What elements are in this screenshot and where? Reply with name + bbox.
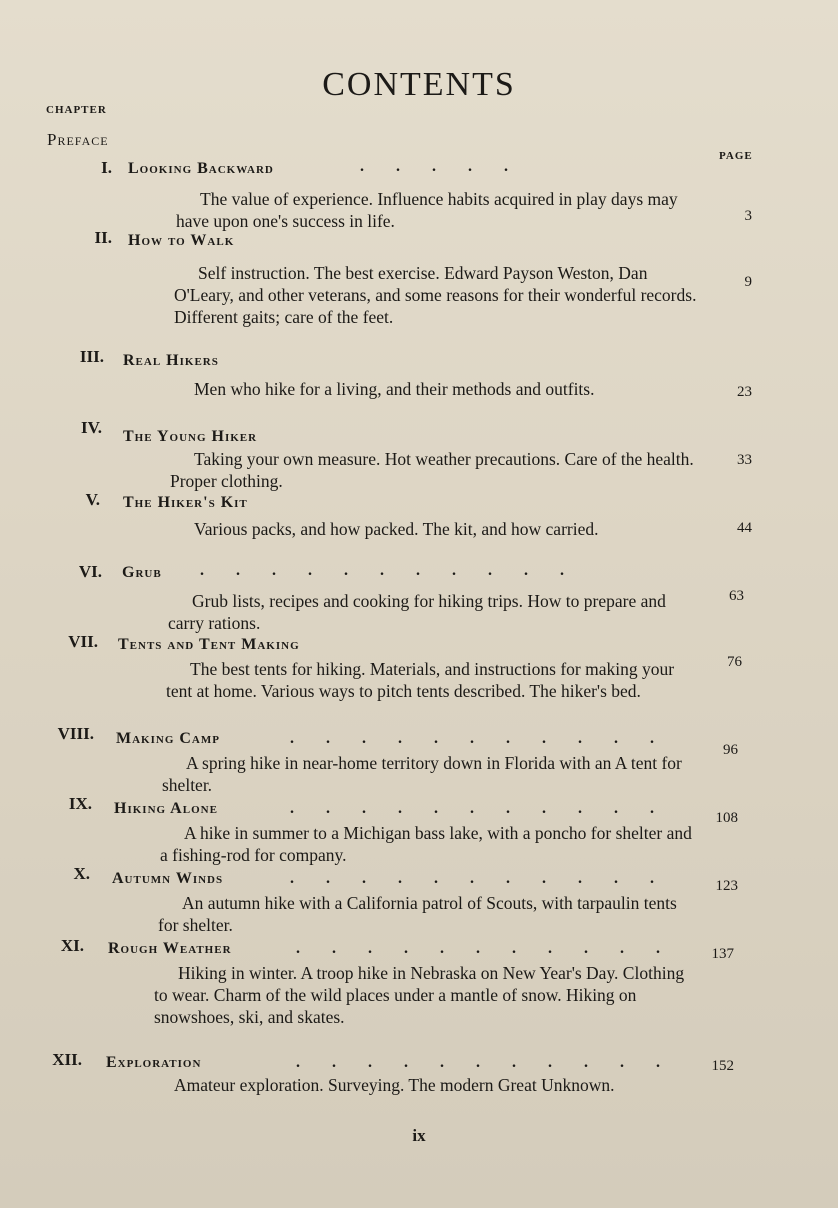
chapter-page-number: 108 [715, 810, 738, 826]
chapter-description: Self instruction. The best exercise. Edward Payson Weston, Dan O'Leary, and other veterans, and some reasons for their wonderful records. Different gaits; care of the feet. [174, 263, 697, 327]
chapter-title: Grub [122, 564, 162, 581]
chapter-numeral: IV. [81, 418, 102, 437]
chapter-description: Various packs, and how packed. The kit, and how carried. [194, 519, 599, 539]
chapter-page-number: 33 [737, 452, 752, 468]
dot-leader: . . . . . . . . . . . [290, 870, 668, 887]
chapter-numeral: II. [94, 228, 112, 247]
chapter-numeral: VIII. [57, 724, 94, 743]
chapter-description: Grub lists, recipes and cooking for hiking trips. How to prepare and carry rations. [168, 591, 666, 633]
chapter-page-number: 152 [711, 1058, 734, 1074]
chapter-description: A hike in summer to a Michigan bass lake, with a poncho for shelter and a fishing-rod for company. [160, 823, 692, 865]
chapter-page-number: 123 [715, 878, 738, 894]
chapter-numeral: IX. [68, 794, 92, 813]
chapter-column-label: CHAPTER [46, 104, 107, 116]
chapter-page-number: 9 [744, 274, 752, 290]
chapter-numeral: V. [85, 490, 100, 509]
chapter-numeral: XI. [60, 936, 84, 955]
dot-leader: . . . . . . . . . . . [290, 730, 668, 747]
chapter-title: Exploration [106, 1054, 202, 1071]
chapter-title: Real Hikers [123, 352, 219, 369]
chapter-description: The best tents for hiking. Materials, and instructions for making your tent at home. Various ways to pitch tents described. The hiker's bed. [166, 659, 675, 701]
chapter-title: Looking Backward [128, 160, 274, 177]
chapter-title: Tents and Tent Making [118, 636, 300, 653]
page-folio: ix [412, 1126, 426, 1145]
chapter-description: Men who hike for a living, and their methods and outfits. [194, 379, 595, 399]
chapter-numeral: VI. [78, 562, 102, 581]
chapter-title: How to Walk [128, 232, 235, 249]
chapter-description: An autumn hike with a California patrol of Scouts, with tarpaulin tents for shelter. [158, 893, 677, 935]
chapter-page-number: 96 [723, 742, 738, 758]
chapter-numeral: III. [79, 347, 104, 366]
chapter-page-number: 23 [737, 384, 752, 400]
chapter-title: Hiking Alone [114, 800, 218, 817]
dot-leader: . . . . . . . . . . . [296, 1054, 674, 1071]
dot-leader: . . . . . . . . . . . [200, 562, 578, 579]
page-title: CONTENTS [322, 66, 516, 103]
dot-leader: . . . . . . . . . . . [296, 940, 674, 957]
chapter-page-number: 76 [727, 654, 742, 670]
chapter-title: The Hiker's Kit [123, 494, 248, 511]
chapter-page-number: 3 [744, 208, 752, 224]
chapter-title: The Young Hiker [123, 428, 258, 445]
chapter-description: Taking your own measure. Hot weather precautions. Care of the health. Proper clothing. [170, 449, 694, 491]
chapter-numeral: I. [101, 158, 112, 177]
chapter-description: The value of experience. Influence habits acquired in play days may have upon one's success in life. [176, 189, 678, 231]
dot-leader: . . . . . [360, 158, 522, 175]
chapter-page-number: 137 [711, 946, 734, 962]
chapter-numeral: XII. [52, 1050, 82, 1069]
chapter-numeral: VII. [68, 632, 98, 651]
chapter-numeral: X. [73, 864, 90, 883]
chapter-page-number: 44 [737, 520, 752, 536]
chapter-description: Amateur exploration. Surveying. The modern Great Unknown. [174, 1075, 615, 1095]
chapter-description: Hiking in winter. A troop hike in Nebraska on New Year's Day. Clothing to wear. Charm of the wild places under a mantle of snow. Hiking on snowshoes, ski, and skates. [154, 963, 685, 1027]
page-column-label: PAGE [719, 150, 753, 162]
chapter-description: A spring hike in near-home territory down in Florida with an A tent for shelter. [162, 753, 682, 795]
preface-entry: Preface [47, 130, 109, 149]
chapter-page-number: 63 [729, 588, 744, 604]
dot-leader: . . . . . . . . . . . [290, 800, 668, 817]
chapter-title: Autumn Winds [112, 870, 224, 887]
chapter-title: Making Camp [116, 730, 220, 747]
chapter-title: Rough Weather [108, 940, 232, 957]
